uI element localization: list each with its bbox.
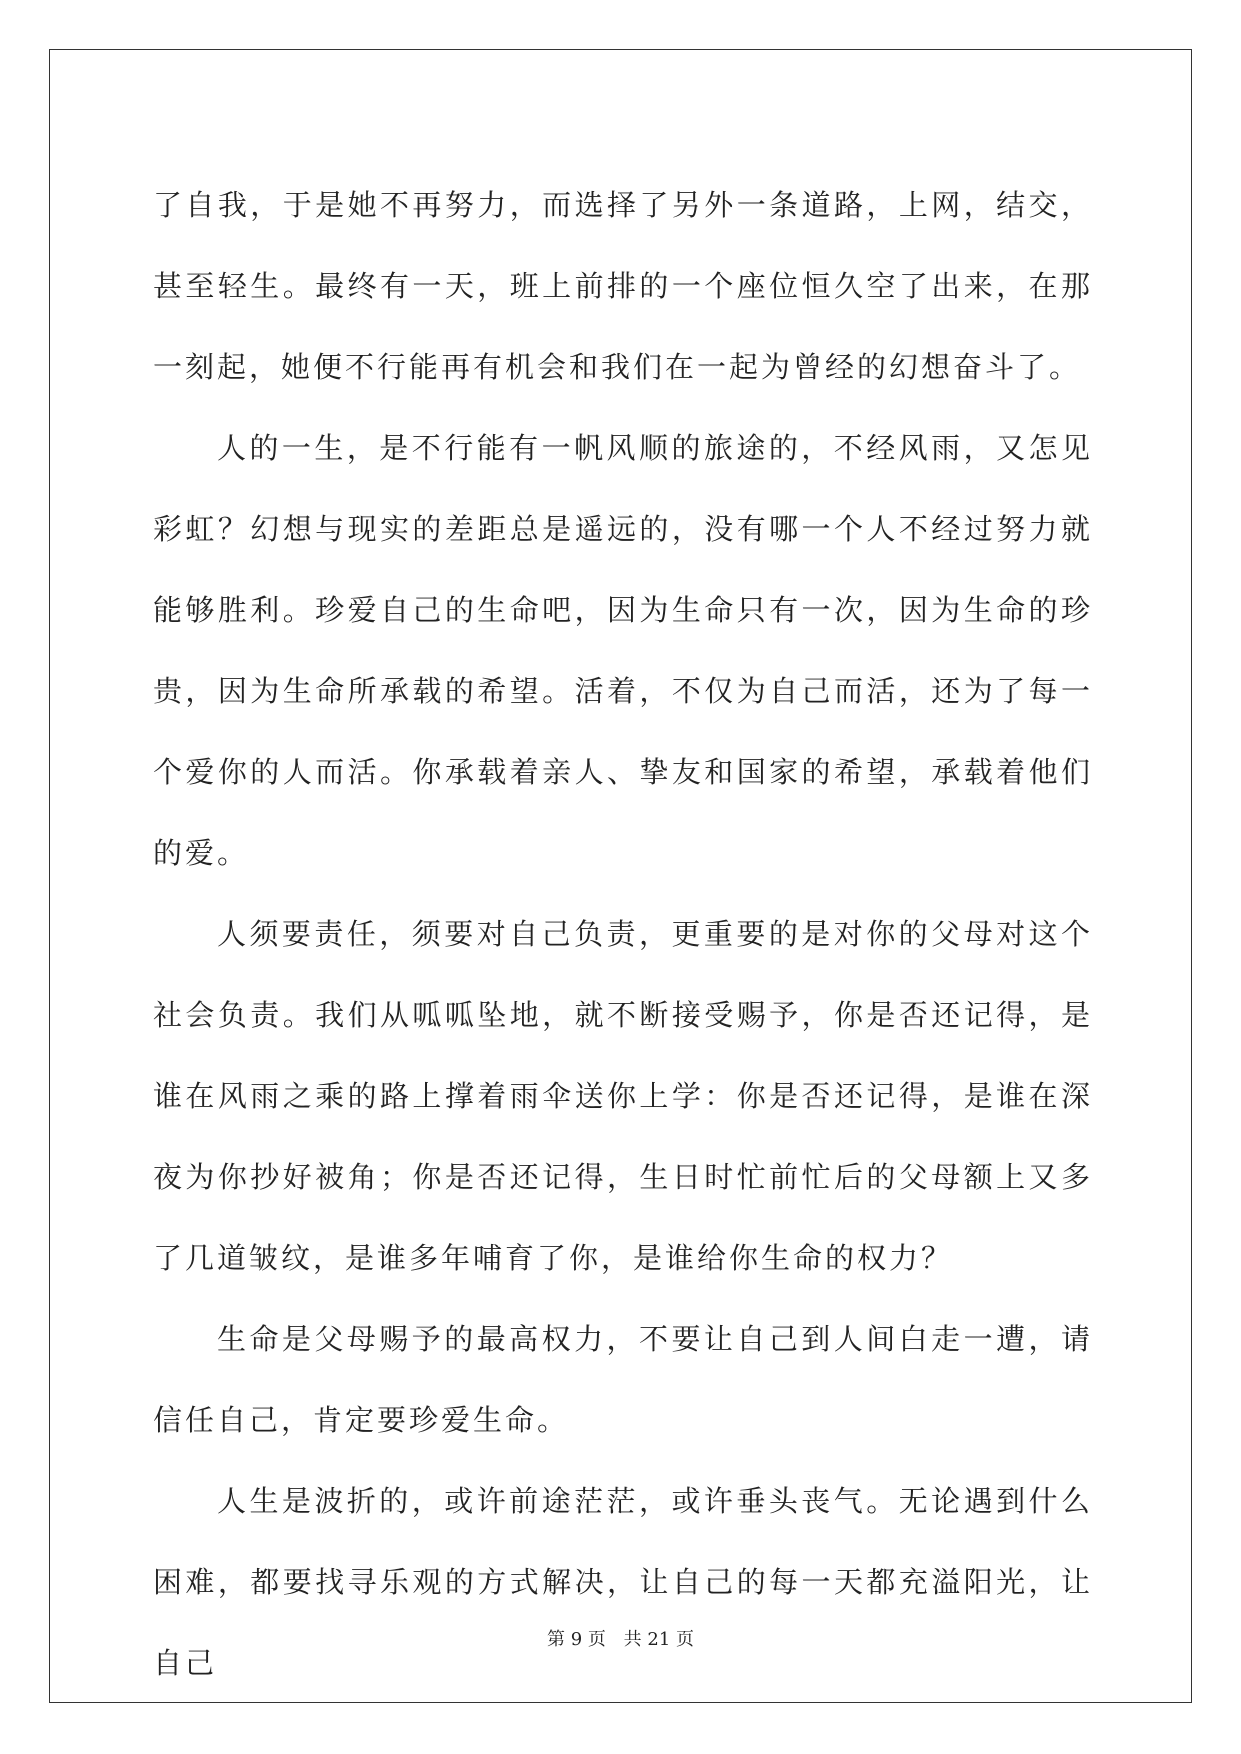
paragraph-4: 生命是父母赐予的最高权力，不要让自己到人间白走一遭，请信任自己，肯定要珍爱生命。 xyxy=(153,1322,1093,1437)
paragraph-1: 了自我，于是她不再努力，而选择了另外一条道路，上网，结交，甚至轻生。最终有一天，班上前排的一个座位恒久空了出来，在那一刻起，她便不行能再有机会和我们在一起为曾经的幻想奋斗了。 xyxy=(153,188,1093,384)
page-footer xyxy=(0,1625,1241,1651)
paragraph-5: 人生是波折的，或许前途茫茫，或许垂头丧气。无论遇到什么困难，都要找寻乐观的方式解决，让自己的每一天都充溢阳光，让自己 xyxy=(153,1484,1093,1680)
paragraph-2: 人的一生，是不行能有一帆风顺的旅途的，不经风雨，又怎见彩虹？幻想与现实的差距总是遥远的，没有哪一个人不经过努力就能够胜利。珍爱自己的生命吧，因为生命只有一次，因为生命的珍贵，因为生命所承载的希望。活着，不仅为自己而活，还为了每一个爱你的人而活。你承载着亲人、挚友和国家的希望，承载着他们的爱。 xyxy=(153,431,1093,870)
body-text xyxy=(153,165,1093,1704)
paragraph-3: 人须要责任，须要对自己负责，更重要的是对你的父母对这个社会负责。我们从呱呱坠地，就不断接受赐予，你是否还记得，是谁在风雨之乘的路上撑着雨伞送你上学：你是否还记得，是谁在深夜为你抄好被角；你是否还记得，生日时忙前忙后的父母额上又多了几道皱纹，是谁多年哺育了你，是谁给你生命的权力？ xyxy=(153,917,1093,1275)
page-total: 共 21 页 xyxy=(623,1629,694,1650)
page-number: 第 9 页 xyxy=(547,1629,606,1650)
